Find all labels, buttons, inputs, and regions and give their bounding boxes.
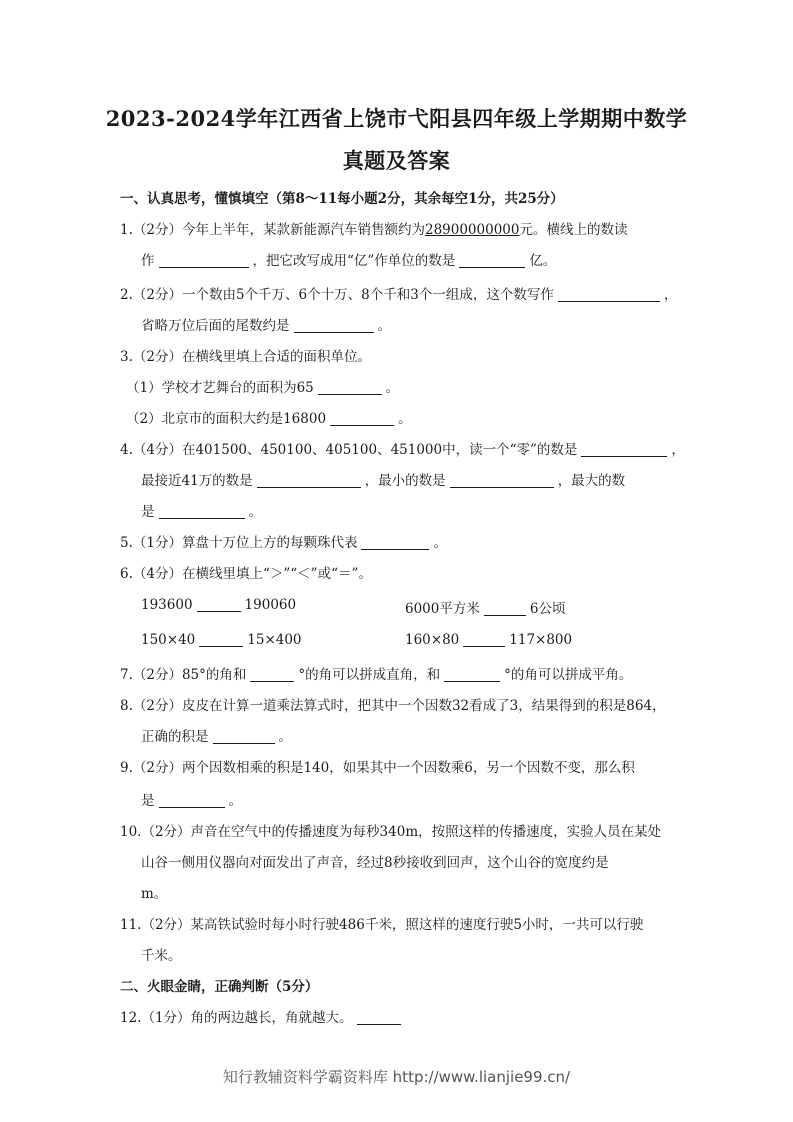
q9-line1: 9.（2分）两个因数相乘的积是140，如果其中一个因数乘6，另一个因数不变，那么积 xyxy=(120,760,635,776)
q6-row1: 193600 190060 xyxy=(141,597,297,613)
q4-blank-closest[interactable] xyxy=(257,473,361,488)
q6-row2: 150×40 15×400 xyxy=(141,632,302,648)
q4-line1: 4.（4分）在401500、450100、405100、451000中，读一个“零”的数是 ， xyxy=(120,442,685,458)
q5-line1: 5.（1分）算盘十万位上方的每颗珠代表 。 xyxy=(120,535,447,551)
q11-line1: 11.（2分）某高铁试验时每小时行驶486千米，照这样的速度行驶5小时，一共可以行驶 xyxy=(120,917,644,933)
q5-blank[interactable] xyxy=(361,535,429,550)
q10-line1: 10.（2分）声音在空气中的传播速度为每秒340m，按照这样的传播速度，实验人员在某处 xyxy=(120,824,662,840)
section1-heading: 一、认真思考，懂慎填空（第8～11每小题2分，其余每空1分，共25分） xyxy=(120,191,564,207)
q1-blank-yi[interactable] xyxy=(459,253,525,268)
q2-blank-write[interactable] xyxy=(558,287,660,302)
q6-blank-2[interactable] xyxy=(484,601,526,616)
q8-blank[interactable] xyxy=(213,729,275,744)
q7-blank-straight[interactable] xyxy=(444,667,500,682)
q6-row1-right: 6000平方米 6公顷 xyxy=(405,601,566,617)
q7-blank-right[interactable] xyxy=(250,667,294,682)
q11-line2: 千米。 xyxy=(141,948,182,964)
q12-blank[interactable] xyxy=(357,1010,401,1025)
q3-sub2: （2）北京市的面积大约是16800 。 xyxy=(126,411,412,427)
q4-line2: 最接近41万的数是 ，最小的数是 ，最大的数 xyxy=(141,473,626,489)
q1-blank-read[interactable] xyxy=(159,253,249,268)
q10-line3: m。 xyxy=(141,886,168,902)
q6-blank-1[interactable] xyxy=(197,597,241,612)
doc-title-line2: 真题及答案 xyxy=(342,148,451,173)
q6-blank-4[interactable] xyxy=(463,632,505,647)
q8-line1: 8.（2分）皮皮在计算一道乘法算式时，把其中一个因数32看成了3，结果得到的积是864， xyxy=(120,698,666,714)
q2-blank-approx[interactable] xyxy=(294,318,374,333)
q3-line1: 3.（2分）在横线里填上合适的面积单位。 xyxy=(120,349,371,365)
doc-title-line1: 2023-2024学年江西省上饶市弋阳县四年级上学期期中数学 xyxy=(105,106,688,131)
q4-blank-one-zero[interactable] xyxy=(581,442,667,457)
q6-line1: 6.（4分）在横线里填上“＞”“＜”或“＝”。 xyxy=(120,566,372,582)
q12-line1: 12.（1分）角的两边越长，角就越大。 xyxy=(120,1006,680,1026)
q1-line1: 1.（2分）今年上半年，某款新能源汽车销售额约为28900000000元。横线上的数读 xyxy=(120,222,628,238)
q1-number: 28900000000 xyxy=(424,222,520,238)
q9-blank[interactable] xyxy=(159,793,225,808)
q3-sub1: （1）学校才艺舞台的面积为65 。 xyxy=(126,380,400,396)
q4-blank-smallest[interactable] xyxy=(450,473,554,488)
section2-heading: 二、火眼金睛，正确判断（5分） xyxy=(120,979,319,995)
q6-row2-right: 160×80 117×800 xyxy=(405,632,573,648)
q1-line2: 作 ，把它改写成用“亿”作单位的数是 亿。 xyxy=(141,253,557,269)
q2-line1: 2.（2分）一个数由5个千万、6个十万、8个千和3个一组成，这个数写作 ， xyxy=(120,287,678,303)
q10-line2: 山谷一侧用仪器向对面发出了声音，经过8秒接收到回声，这个山谷的宽度约是 xyxy=(141,855,609,871)
q8-line2: 正确的积是 。 xyxy=(141,729,292,745)
q6-blank-3[interactable] xyxy=(199,632,243,647)
q4-line3: 是 。 xyxy=(141,504,262,520)
q2-line2: 省略万位后面的尾数约是 。 xyxy=(141,318,391,334)
q4-blank-largest[interactable] xyxy=(159,504,245,519)
footer-watermark[interactable]: 知行教辅资料学霸资料库 http://www.lianjie99.cn/ xyxy=(222,1068,571,1086)
q9-line2: 是 。 xyxy=(141,793,242,809)
q7-line1: 7.（2分）85°的角和 °的角可以拼成直角，和 °的角可以拼成平角。 xyxy=(120,667,633,683)
q3-blank-1[interactable] xyxy=(318,380,382,395)
q3-blank-2[interactable] xyxy=(330,411,394,426)
